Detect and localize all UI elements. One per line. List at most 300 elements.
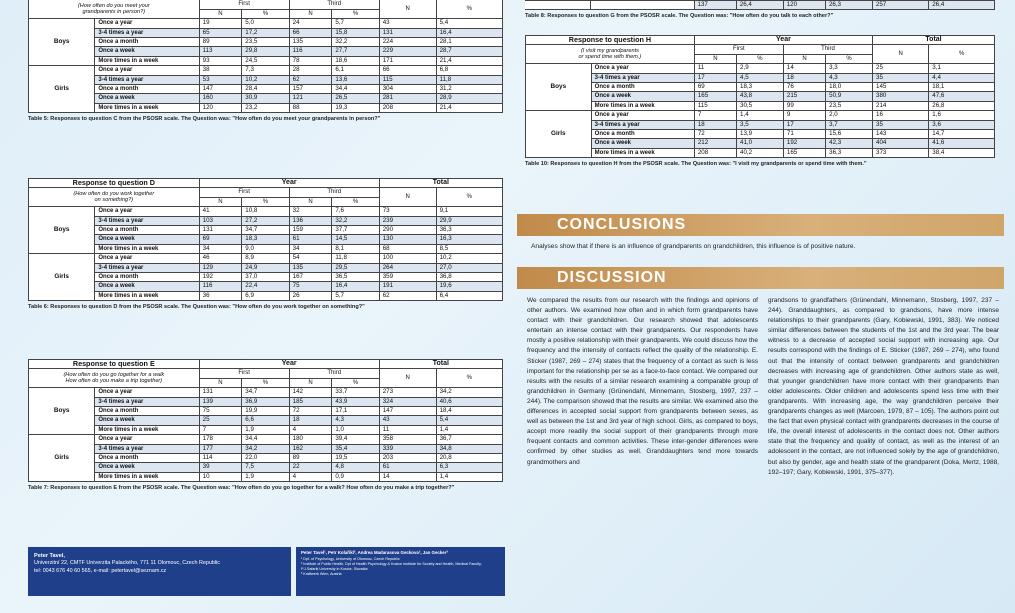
total-pct-header: % xyxy=(436,369,502,388)
row-label: 3-4 times a year xyxy=(591,120,694,129)
question-text xyxy=(29,369,200,388)
total-n-header: N xyxy=(873,45,929,64)
table-e xyxy=(28,359,503,482)
question-text-line-2: How often do you make a trip together) xyxy=(65,378,163,385)
table-h-block xyxy=(525,35,995,168)
table-row xyxy=(526,148,995,157)
row-label: Once a week xyxy=(95,416,199,425)
cell-value: 41,0 xyxy=(737,139,784,148)
table-row xyxy=(29,216,503,225)
cell-value: 40,6 xyxy=(436,397,502,406)
cell-value: 404 xyxy=(873,139,929,148)
cell-value: 25 xyxy=(873,64,929,73)
cell-value: 34,2 xyxy=(436,388,502,397)
table-c-block xyxy=(28,0,503,123)
cell-value: 62 xyxy=(289,75,332,84)
row-label: Once a week xyxy=(95,235,199,244)
third-n-header: N xyxy=(289,197,332,206)
cell-value: 8,1 xyxy=(332,244,379,253)
total-pct-header: % xyxy=(929,45,995,64)
cell-value: 18,6 xyxy=(332,56,379,65)
row-label: Once a week xyxy=(591,139,694,148)
cell-value: 9 xyxy=(783,111,825,120)
row-label: Once a month xyxy=(95,226,199,235)
affiliation-1: ¹ Dpt. of Psychology, University of Olomouc, Czech Republic xyxy=(301,557,400,562)
cell-value: 21,4 xyxy=(436,56,502,65)
table-row xyxy=(29,273,503,282)
table-row xyxy=(526,120,995,129)
group-label: Boys xyxy=(29,19,95,66)
cell-value: 4,5 xyxy=(737,73,784,82)
group-label: Girls xyxy=(526,111,592,158)
cell-value: 29,9 xyxy=(436,216,502,225)
row-label: 3-4 times a year xyxy=(95,263,199,272)
cell-value: 273 xyxy=(379,388,436,397)
cell-value: 135 xyxy=(289,263,332,272)
row-label: More times in a week xyxy=(95,244,199,253)
table-g-caption: Table 8: Responses to question G from the PSOSR scale. The Question was: "How often do you talk to each other?" xyxy=(525,13,834,20)
first-year-header: First xyxy=(694,45,783,54)
cell-value: 32,2 xyxy=(332,216,379,225)
group-label: Girls xyxy=(29,66,95,113)
cell-value: 21,4 xyxy=(436,103,502,112)
question-text-line-2: on something?) xyxy=(94,197,134,204)
table-row xyxy=(526,139,995,148)
cell-value: 178 xyxy=(199,435,242,444)
cell-value: 11,8 xyxy=(332,254,379,263)
row-label: More times in a week xyxy=(591,101,694,110)
cell-value: 36,5 xyxy=(332,273,379,282)
total-header: Total xyxy=(379,179,502,188)
discussion-column-1: We compared the results from our research with the findings and opinions of other authors. We examined how often and in which form grandparents have contact with their grandchildren. Our research showed that adolescents entertain an intense contact with their grandparents. Our respondents have mostly a positive relationship with their grandparents. We could discuss how the frequency and the intensity of contacts reflect the quality of the relationship. E. Sticker (1987, 269 – 274) states that the frequency of a contact as such is less important for the relationship per se as a face-to-face contact. We compared our results with the results of a similar research examining a comparable group of grandchildren in Germany (Grünendahl, Minnemann, Stosberg, 1997, 237 – 244). The comparison showed that the results are similar. We examined also the differences in accepted social support from grandparents between sexes, as well as between the 1st and 3rd year of high school. Girls, as compared to boys, accept more readily the social support of their grandparents through more frequent contacts and common activities. These inter-gender differences were confirmed by other studies as well. Granddaughters tend more towards grandmothers and xyxy=(527,297,758,466)
cell-value: 113 xyxy=(199,47,242,56)
cell-value: 23,5 xyxy=(242,38,289,47)
cell-value: 50,9 xyxy=(826,92,873,101)
cell-value: 34,8 xyxy=(436,444,502,453)
row-label: Once a month xyxy=(95,38,199,47)
cell-value: 131 xyxy=(379,28,436,37)
cell-value: 8,9 xyxy=(242,254,289,263)
cell-value: 17,1 xyxy=(332,407,379,416)
cell-value: 36,3 xyxy=(826,148,873,157)
first-n-header: N xyxy=(199,197,242,206)
cell-value: 135 xyxy=(289,38,332,47)
cell-value: 2,0 xyxy=(826,111,873,120)
total-n-header: N xyxy=(379,188,436,207)
cell-value: 29,5 xyxy=(332,263,379,272)
table-row xyxy=(29,463,503,472)
cell-value: 13,6 xyxy=(332,75,379,84)
cell-value: 26,5 xyxy=(332,94,379,103)
row-label: Once a week xyxy=(95,94,199,103)
cell-value: 9,0 xyxy=(242,244,289,253)
cell-value: 1,0 xyxy=(332,425,379,434)
cell-value: 18,3 xyxy=(242,235,289,244)
row-label: Once a month xyxy=(95,454,199,463)
table-row xyxy=(29,47,503,56)
cell-value: 3,6 xyxy=(929,120,995,129)
cell-value: 6,4 xyxy=(436,291,502,300)
cell-value: 26,8 xyxy=(929,101,995,110)
table-row xyxy=(526,92,995,101)
cell-value: 14 xyxy=(379,472,436,481)
cell-value: 0,9 xyxy=(332,472,379,481)
cell-value: 78 xyxy=(289,56,332,65)
cell-value: 147 xyxy=(379,407,436,416)
row-label: Once a month xyxy=(95,407,199,416)
cell-value: 131 xyxy=(199,388,242,397)
cell-value: 43,8 xyxy=(737,92,784,101)
year-header: Year xyxy=(199,360,379,369)
conclusions-section xyxy=(517,214,1004,250)
cell-value: 35,4 xyxy=(332,444,379,453)
cell-value: 10,2 xyxy=(436,254,502,263)
cell-value: 6,3 xyxy=(436,463,502,472)
table-g-partial xyxy=(525,0,995,10)
table-row xyxy=(29,66,503,75)
table-e-block xyxy=(28,359,503,492)
cell-value: 43 xyxy=(379,19,436,28)
cell-value: 40,2 xyxy=(737,148,784,157)
table-row xyxy=(29,103,503,112)
cell-value: 54 xyxy=(289,254,332,263)
cell-value: 66 xyxy=(289,28,332,37)
cell-value: 53 xyxy=(199,75,242,84)
cell-value: 34,4 xyxy=(242,435,289,444)
row-label: 3-4 times a year xyxy=(95,397,199,406)
cell-value: 165 xyxy=(694,92,736,101)
total-n-header: N xyxy=(379,0,436,19)
row-label: 3-4 times a year xyxy=(95,444,199,453)
cell-value: 28,1 xyxy=(436,38,502,47)
cell-value: 7 xyxy=(199,425,242,434)
cell-value: 11,8 xyxy=(436,75,502,84)
cell-value: 142 xyxy=(289,388,332,397)
cell-value: 18,3 xyxy=(737,83,784,92)
cell-value: 121 xyxy=(289,94,332,103)
cell-value: 6,1 xyxy=(332,66,379,75)
stats-table xyxy=(28,359,503,482)
table-h-caption: Table 10: Responses to question H from the PSOSR scale. The Question was: "I visit my grandparents or spend time with them." xyxy=(525,161,867,168)
cell-value: 18,4 xyxy=(436,407,502,416)
cell-value: 41 xyxy=(199,207,242,216)
total-header: Total xyxy=(873,36,995,45)
cell-value: 28,7 xyxy=(436,47,502,56)
question-heading: Response to question D xyxy=(29,179,200,188)
cell-value: 26,3 xyxy=(825,1,872,10)
stats-table xyxy=(28,0,503,113)
year-header: Year xyxy=(694,36,872,45)
cell-value: 115 xyxy=(379,75,436,84)
cell-value: 35 xyxy=(873,73,929,82)
affiliation-2: ² Institute of Public Health, Dpt of Health Psychology & Kosice Institute for Society and Health, Medical Faculty, P.J.Safarik University in Kosice, Slovakia xyxy=(301,562,482,572)
question-text-line-2: or spend time with them.) xyxy=(578,54,642,61)
table-row xyxy=(29,254,503,263)
question-text-line-1: (I visit my grandparents xyxy=(580,47,639,54)
cell-value: 69 xyxy=(199,235,242,244)
cell-value: 5,7 xyxy=(332,291,379,300)
cell-value: 34,2 xyxy=(242,444,289,453)
cell-value: 147 xyxy=(199,85,242,94)
cell-value: 22,4 xyxy=(242,282,289,291)
cell-value: 214 xyxy=(873,101,929,110)
cell-value: 100 xyxy=(379,254,436,263)
cell-value: 26,4 xyxy=(736,1,783,10)
row-label: More times in a week xyxy=(95,103,199,112)
cell-value: 18 xyxy=(783,73,825,82)
cell-value: 120 xyxy=(783,1,825,10)
year-header: Year xyxy=(199,179,379,188)
cell-value: 290 xyxy=(379,226,436,235)
cell-value: 17 xyxy=(694,73,736,82)
cell-value: 160 xyxy=(199,94,242,103)
total-header: Total xyxy=(379,360,502,369)
third-year-header: Third xyxy=(289,0,379,9)
cell-value: 43 xyxy=(379,416,436,425)
conclusions-text: Analyses show that if there is an influence of grandparents on grandchildren, this influence is of positive nature. xyxy=(531,243,856,250)
table-row xyxy=(29,435,503,444)
cell-value: 28 xyxy=(289,66,332,75)
cell-value: 36,8 xyxy=(436,273,502,282)
cell-value: 1,4 xyxy=(436,472,502,481)
table-row xyxy=(29,263,503,272)
cell-value: 2,9 xyxy=(737,64,784,73)
row-label: Once a week xyxy=(95,463,199,472)
row-label: More times in a week xyxy=(95,291,199,300)
cell-value: 324 xyxy=(379,397,436,406)
cell-value: 47,6 xyxy=(929,92,995,101)
cell-value: 30,5 xyxy=(737,101,784,110)
table-row xyxy=(29,425,503,434)
question-text xyxy=(29,0,200,19)
cell-value: 380 xyxy=(873,92,929,101)
table-row xyxy=(29,207,503,216)
cell-value: 34 xyxy=(199,244,242,253)
cell-value: 75 xyxy=(289,282,332,291)
cell-value: 185 xyxy=(289,397,332,406)
stats-table xyxy=(525,35,995,158)
cell-value: 68 xyxy=(379,244,436,253)
row-label: Once a month xyxy=(591,83,694,92)
cell-value: 17 xyxy=(783,120,825,129)
group-label: Boys xyxy=(29,388,95,435)
cell-value: 34,7 xyxy=(242,388,289,397)
cell-value: 24,5 xyxy=(242,56,289,65)
cell-value: 26,4 xyxy=(929,1,995,10)
group-label: Girls xyxy=(29,254,95,301)
cell-value: 14,7 xyxy=(929,130,995,139)
cell-value: 14,5 xyxy=(332,235,379,244)
cell-value: 7 xyxy=(694,111,736,120)
table-row xyxy=(29,282,503,291)
cell-value: 36 xyxy=(199,291,242,300)
table-row xyxy=(29,94,503,103)
cell-value: 18,1 xyxy=(929,83,995,92)
table-row xyxy=(526,111,995,120)
cell-value: 9,1 xyxy=(436,207,502,216)
cell-value: 18 xyxy=(289,416,332,425)
cell-value: 36,9 xyxy=(242,397,289,406)
cell-value: 6,6 xyxy=(242,416,289,425)
table-row xyxy=(29,397,503,406)
cell-value: 264 xyxy=(379,263,436,272)
cell-value: 14 xyxy=(783,64,825,73)
third-pct-header: % xyxy=(332,197,379,206)
row-label: Once a week xyxy=(95,282,199,291)
cell-value: 42,3 xyxy=(826,139,873,148)
cell-value: 99 xyxy=(783,101,825,110)
row-label: 3-4 times a year xyxy=(95,216,199,225)
table-d-block xyxy=(28,178,503,311)
cell-value: 76 xyxy=(783,83,825,92)
cell-value: 1,6 xyxy=(929,111,995,120)
cell-value: 19,5 xyxy=(332,454,379,463)
cell-value: 34,4 xyxy=(332,85,379,94)
cell-value: 162 xyxy=(289,444,332,453)
cell-value: 224 xyxy=(379,38,436,47)
table-row xyxy=(29,291,503,300)
row-label: Once a month xyxy=(95,85,199,94)
table-row xyxy=(29,407,503,416)
table-row xyxy=(29,56,503,65)
cell-value: 72 xyxy=(694,130,736,139)
cell-value: 4 xyxy=(289,425,332,434)
cell-value: 25 xyxy=(199,416,242,425)
table-row xyxy=(29,28,503,37)
table-row xyxy=(526,83,995,92)
row-label: Once a year xyxy=(95,19,199,28)
cell-value: 32 xyxy=(289,207,332,216)
cell-value: 257 xyxy=(872,1,928,10)
total-n-header: N xyxy=(379,369,436,388)
cell-value: 19,3 xyxy=(332,103,379,112)
cell-value: 29,8 xyxy=(242,47,289,56)
cell-value: 339 xyxy=(379,444,436,453)
cell-value: 203 xyxy=(379,454,436,463)
first-n-header: N xyxy=(199,378,242,387)
question-heading: Response to question E xyxy=(29,360,200,369)
cell-value: 5,4 xyxy=(436,416,502,425)
cell-value: 6,8 xyxy=(436,66,502,75)
cell-value: 4,8 xyxy=(332,463,379,472)
group-label-empty xyxy=(525,1,591,10)
row-label: Once a week xyxy=(95,47,199,56)
cell-value: 180 xyxy=(289,435,332,444)
third-n-header: N xyxy=(783,54,825,63)
cell-value: 208 xyxy=(694,148,736,157)
cell-value: 1,4 xyxy=(436,425,502,434)
cell-value: 89 xyxy=(289,454,332,463)
cell-value: 19 xyxy=(199,19,242,28)
cell-value: 39 xyxy=(199,463,242,472)
question-text-line-1: (How often do you go together for a walk xyxy=(63,371,165,378)
group-label: Girls xyxy=(29,435,95,482)
cell-value: 358 xyxy=(379,435,436,444)
row-label: 3-4 times a year xyxy=(591,73,694,82)
discussion-heading: DISCUSSION xyxy=(517,267,1004,289)
cell-value: 6,9 xyxy=(242,291,289,300)
cell-value: 3,5 xyxy=(737,120,784,129)
cell-value: 1,4 xyxy=(737,111,784,120)
authors-box xyxy=(296,547,505,596)
cell-value: 13,9 xyxy=(737,130,784,139)
cell-value: 16,3 xyxy=(436,235,502,244)
cell-value: 23,2 xyxy=(242,103,289,112)
cell-value: 8,5 xyxy=(436,244,502,253)
cell-value: 36,7 xyxy=(436,435,502,444)
cell-value: 15,6 xyxy=(826,130,873,139)
table-d-caption: Table 6: Responses to question D from the PSOSR scale. The Question was: "How often do you work together on something?" xyxy=(28,304,365,311)
cell-value: 66 xyxy=(379,66,436,75)
cell-value: 61 xyxy=(289,235,332,244)
cell-value: 11 xyxy=(694,64,736,73)
cell-value: 192 xyxy=(783,139,825,148)
table-row xyxy=(29,444,503,453)
table-row xyxy=(29,244,503,253)
cell-value: 167 xyxy=(289,273,332,282)
cell-value: 10,8 xyxy=(242,207,289,216)
cell-value: 139 xyxy=(199,397,242,406)
row-label: Once a month xyxy=(95,273,199,282)
cell-value: 69 xyxy=(694,83,736,92)
third-n-header: N xyxy=(289,378,332,387)
total-pct-header: % xyxy=(436,188,502,207)
cell-value: 7,3 xyxy=(242,66,289,75)
row-label: Once a year xyxy=(591,64,694,73)
table-row xyxy=(29,75,503,84)
total-pct-header: % xyxy=(436,0,502,19)
cell-value: 88 xyxy=(289,103,332,112)
table-row xyxy=(29,388,503,397)
table-row xyxy=(526,130,995,139)
row-label: More times in a week xyxy=(95,425,199,434)
cell-value: 129 xyxy=(199,263,242,272)
cell-value: 38,4 xyxy=(929,148,995,157)
table-h xyxy=(525,35,995,158)
contact-box xyxy=(28,547,291,596)
third-year-header: Third xyxy=(783,45,872,54)
cell-value: 39,4 xyxy=(332,435,379,444)
cell-value: 159 xyxy=(289,226,332,235)
cell-value: 359 xyxy=(379,273,436,282)
question-text xyxy=(29,188,200,207)
cell-value: 31,2 xyxy=(436,85,502,94)
first-year-header: First xyxy=(199,0,289,9)
cell-value: 5,7 xyxy=(332,19,379,28)
cell-value: 34,7 xyxy=(242,226,289,235)
discussion-section xyxy=(517,267,1004,478)
cell-value: 38 xyxy=(199,66,242,75)
third-pct-header: % xyxy=(332,9,379,18)
cell-value: 37,0 xyxy=(242,273,289,282)
cell-value: 37,7 xyxy=(332,226,379,235)
cell-value: 16,4 xyxy=(332,282,379,291)
cell-value: 43,9 xyxy=(332,397,379,406)
table-c-caption: Table 5: Responses to question C from the PSOSR scale. The Question was: "How often do you meet your grandparents in person?" xyxy=(28,116,381,123)
row-label: More times in a week xyxy=(591,148,694,157)
cell-value: 72 xyxy=(289,407,332,416)
cell-value: 22,0 xyxy=(242,454,289,463)
cell-value: 114 xyxy=(199,454,242,463)
cell-value: 10 xyxy=(199,472,242,481)
cell-value: 192 xyxy=(199,273,242,282)
table-row xyxy=(29,472,503,481)
cell-value: 143 xyxy=(873,130,929,139)
cell-value: 28,9 xyxy=(436,94,502,103)
cell-value: 75 xyxy=(199,407,242,416)
cell-value: 145 xyxy=(873,83,929,92)
cell-value: 5,0 xyxy=(242,19,289,28)
